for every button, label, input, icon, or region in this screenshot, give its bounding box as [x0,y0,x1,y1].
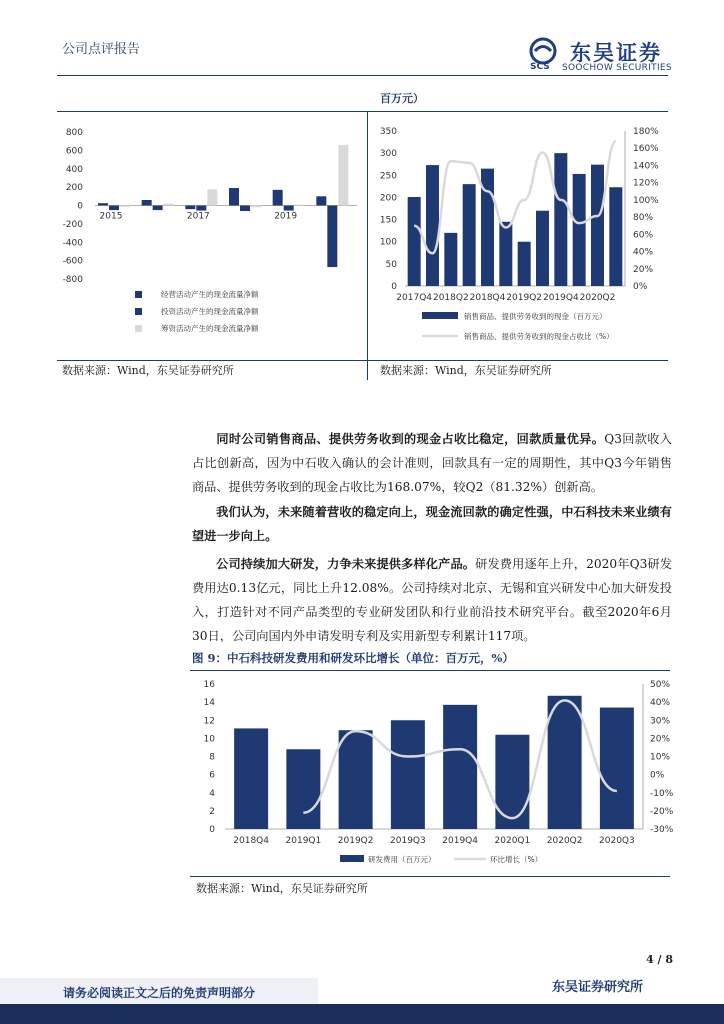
x-tick-label: 2017Q4 [396,293,433,303]
legend-swatch [422,312,458,319]
paragraph-rnd-text: 研发费用逐年上升，2020年Q3研发费用达0.13亿元，同比上升12.08%。公司持续对北京、无锡和宜兴研发中心加大研发投入，打造针对不同产品类型的专业研发团队和行业前沿技术研究平台。截至2020年6月30日，公司向国内外申请发明专利及实用新型专利累计117项。 [192,557,673,643]
bar [142,200,152,206]
y-tick-label: 14 [203,698,215,709]
bar [444,233,457,286]
x-tick-label: 2019Q4 [442,836,478,846]
y2-tick-label: -10% [650,788,674,799]
x-tick-label: 2020Q2 [546,836,583,846]
y2-tick-label: 30% [650,716,671,727]
legend-label: 销售商品、提供劳务收到的现金占收比（%） [464,332,614,341]
figure-divider [367,111,368,380]
bar [295,205,305,206]
legend-swatch [135,291,142,298]
y2-tick-label: 60% [633,230,654,241]
x-tick-label: 2019Q2 [506,293,543,303]
bar [234,728,268,829]
y-tick-label: 250 [379,171,397,182]
bar [443,705,477,829]
bar [316,196,326,205]
y-tick-label: 10 [203,734,215,745]
y2-tick-label: 20% [650,734,671,745]
x-tick-label: 2020Q1 [494,836,531,846]
x-tick-label: 2018Q4 [469,293,506,303]
bar [600,708,634,829]
logo-subtext: SOOCHOW SECURITIES [562,63,672,73]
y-tick-label: -400 [62,238,83,249]
y2-tick-label: -30% [650,825,674,835]
y-tick-label: -600 [62,256,83,267]
paragraph-receipts-text: Q3回款收入占比创新高，因为中石收入确认的会计准则，回款具有一定的周期性，其中Q3今年销售商品、提供劳务收到的现金占收比为168.07%，较Q2（81.32%）创新高。 [192,432,672,494]
y-tick-label: 0 [209,825,215,835]
bar [196,206,206,211]
y-tick-label: -200 [62,219,83,230]
y2-tick-label: 40% [650,698,671,709]
bar [554,153,567,286]
y-tick-label: 800 [65,128,83,138]
bar [408,197,421,286]
y2-tick-label: 40% [633,247,654,258]
source-left: 数据来源：Wind，东吴证券研究所 [62,364,234,377]
bar [548,696,582,829]
paragraph-outlook [192,500,672,548]
y-tick-label: 200 [379,193,397,204]
y-tick-label: 300 [379,149,397,160]
legend-label: 投资活动产生的现金流量净额 [161,307,259,316]
bar [518,242,531,286]
legend-label: 销售商品、提供劳务收到的现金（百万元） [464,312,607,321]
bar [273,190,283,206]
rnd-chart [190,672,674,872]
bar [185,206,195,210]
bar [251,206,261,208]
x-tick-label: 2020Q3 [599,836,635,846]
y2-tick-label: 20% [633,264,654,275]
logo-mark: SCS [530,62,550,72]
cash-receipt-chart [370,114,670,359]
x-tick-label: 2019 [274,211,298,222]
y-tick-label: 0 [391,282,397,292]
y2-tick-label: 80% [633,213,654,224]
y-tick-label: 2 [209,806,215,817]
bar [327,206,337,268]
figure9-title: 图 9：中石科技研发费用和研发环比增长（单位：百万元，%） [192,651,514,665]
y-tick-label: 400 [65,164,83,175]
x-tick-label: 2017 [186,211,210,222]
figure-top-rule [57,111,668,112]
bar [120,206,130,207]
y2-tick-label: 100% [633,195,659,206]
legend-swatch [135,308,142,315]
legend-label: 筹资活动产生的现金流量净额 [161,324,259,333]
x-tick-label: 2019Q3 [390,836,426,846]
legend-swatch [340,855,364,862]
bar [591,165,604,286]
y2-tick-label: 10% [650,752,671,763]
cashflow-chart [57,114,362,359]
bar [536,211,549,286]
bar [609,187,622,286]
header-rule [57,75,668,76]
y2-tick-label: 0% [650,770,665,781]
x-tick-label: 2018Q4 [233,836,269,846]
y-tick-label: 600 [65,146,83,157]
legend-label: 研发费用（百万元） [368,855,436,864]
legend-swatch [135,325,142,332]
y2-tick-label: 180% [633,127,659,137]
figure9-bottom-rule [190,876,670,877]
soochow-logo-icon [527,38,567,70]
y-tick-label: 200 [65,183,83,194]
bar [573,174,586,286]
source-fig9: 数据来源：Wind，东吴证券研究所 [196,882,368,895]
bar [153,206,163,211]
report-type: 公司点评报告 [62,42,141,57]
y2-tick-label: 0% [633,282,648,292]
y-tick-label: -800 [62,275,83,285]
y-tick-label: 12 [203,716,215,727]
y2-tick-label: -20% [650,806,674,817]
bar [284,206,294,211]
footer-bar [0,1004,724,1024]
x-tick-label: 2019Q1 [285,836,322,846]
bar [426,165,439,286]
figure9-top-rule [190,670,670,671]
y-tick-label: 16 [203,680,215,690]
y2-tick-label: 120% [633,178,659,189]
page-number: 4 / 8 [646,953,673,966]
bar [98,203,108,205]
bar [495,735,529,829]
bar [207,189,217,205]
footer-institute: 东吴证券研究所 [552,980,644,995]
bar [499,222,512,286]
y-tick-label: 350 [379,127,397,137]
x-tick-label: 2018Q2 [432,293,469,303]
bar [164,204,174,206]
legend-label: 环比增长（%） [490,855,543,864]
y-tick-label: 50 [385,259,397,270]
y2-tick-label: 50% [650,680,671,690]
x-tick-label: 2020Q2 [579,293,616,303]
bar [463,184,476,286]
paragraph-receipts [192,427,672,499]
paragraph-outlook-bold: 我们认为，未来随着营收的稳定向上，现金流回款的确定性强，中石科技未来业绩有望进一步向上。 [192,505,672,543]
figure-bottom-rule [57,360,668,361]
legend-label: 经营活动产生的现金流量净额 [161,290,259,299]
bar [229,188,239,205]
y2-tick-label: 160% [633,144,659,155]
y-tick-label: 4 [209,788,215,799]
paragraph-rnd [192,552,672,648]
y2-tick-label: 140% [633,161,659,172]
y-tick-label: 100 [379,237,397,248]
bar [391,720,425,829]
x-tick-label: 2019Q2 [337,836,374,846]
bar [240,206,250,212]
figure-title-fragment: 百万元） [380,92,424,105]
logo-text: 东吴证券 [570,41,662,65]
footer-disclaimer: 请务必阅读正文之后的免责声明部分 [63,986,256,1000]
bar [338,145,348,206]
y-tick-label: 150 [379,215,397,226]
y-tick-label: 0 [77,201,83,212]
paragraph-rnd-bold: 公司持续加大研发，力争未来提供多样化产品。 [216,557,476,571]
paragraph-receipts-bold: 同时公司销售商品、提供劳务收到的现金占收比稳定，回款质量优异。 [216,432,605,446]
x-tick-label: 2015 [99,211,123,222]
bar [339,730,373,829]
bar [109,206,119,211]
y-tick-label: 8 [209,752,215,763]
source-right: 数据来源：Wind，东吴证券研究所 [380,364,552,377]
bar [286,749,320,829]
y-tick-label: 6 [209,770,215,781]
x-tick-label: 2019Q4 [542,293,579,303]
